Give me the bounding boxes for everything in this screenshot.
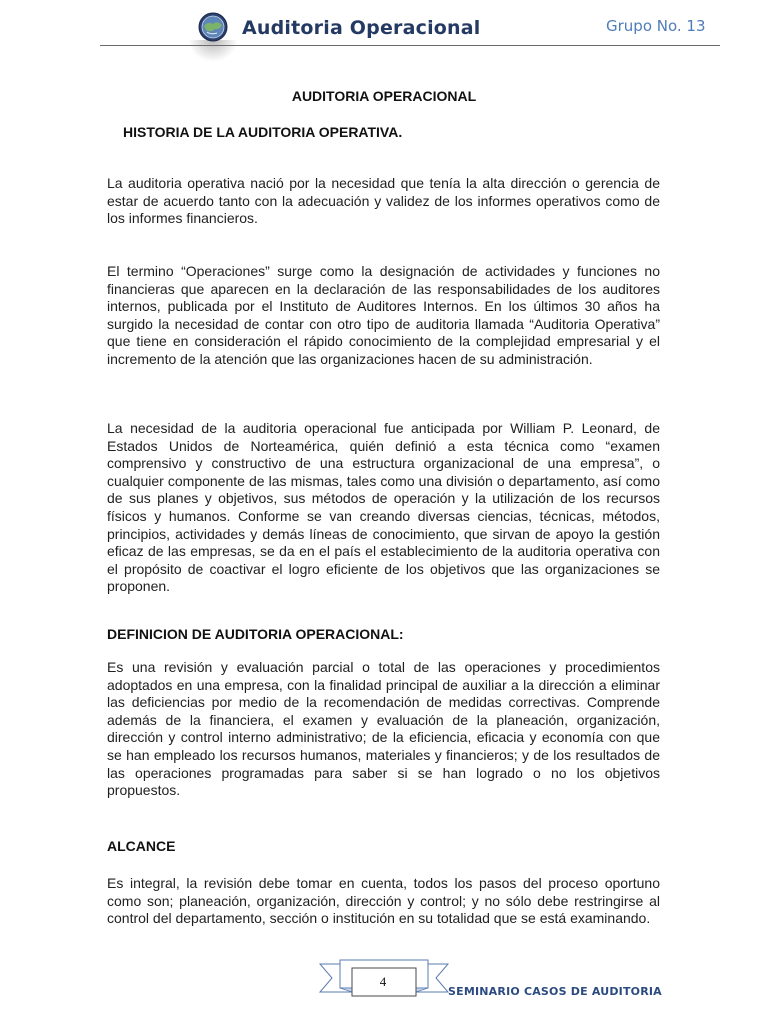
paragraph-historia-3: La necesidad de la auditoria operacional fue anticipada por William P. Leonard, de Estados Unidos de Norteamérica, quién definió a esta técnica como “examen comprensivo y constructivo de una estructura organizacional de una empresa”, o cualquier componente de las mismas, tales como una división o departamento, así como de sus planes y objetivos, sus métodos de operación y la utilización de los recursos físicos y humanos. Conforme se van creando diversas ciencias, técnicas, métodos, principios, actividades y demás líneas de conocimiento, que sirvan de apoyo la gestión eficaz de las empresas, se da en el país el establecimiento de la auditoria operativa con el propósito de coactivar el logro eficiente de los objetivos que las organizaciones se proponen. (107, 420, 660, 595)
section-heading-alcance: ALCANCE (107, 838, 176, 854)
paragraph-historia-2: El termino “Operaciones” surge como la designación de actividades y funciones no financieras que aparecen en la declaración de las responsabilidades de los auditores internos, publicada por el Instituto de Auditores Internos. En los últimos 30 años ha surgido la necesidad de contar con otro tipo de auditoria llamada “Auditoria Operativa” que tiene en consideración el rápido conocimiento de la complejidad empresarial y el incremento de la atención que las organizaciones hacen de su administración. (107, 263, 660, 367)
paragraph-historia-1: La auditoria operativa nació por la necesidad que tenía la alta dirección o gerencia de estar de acuerdo tanto con la adecuación y validez de los informes operativos como de los informes financieros. (107, 175, 660, 227)
header-title: Auditoria Operacional (242, 17, 481, 39)
page-number: 4 (379, 974, 387, 989)
header-divider (100, 45, 720, 46)
section-heading-historia: HISTORIA DE LA AUDITORIA OPERATIVA. (123, 124, 403, 140)
globe-seal-icon (198, 12, 228, 42)
group-label: Grupo No. 13 (606, 17, 706, 35)
footer-text: SEMINARIO CASOS DE AUDITORIA (448, 985, 662, 998)
paragraph-alcance: Es integral, la revisión debe tomar en cuenta, todos los pasos del proceso oportuno como son; planeación, organización, dirección y control; y no sólo debe restringirse al control del departamento, sección o institución en su totalidad que se está examinando. (107, 875, 660, 927)
logo-shadow (188, 40, 238, 62)
paragraph-definicion: Es una revisión y evaluación parcial o total de las operaciones y procedimientos adoptados en una empresa, con la finalidad principal de auxiliar a la dirección a eliminar las deficiencias por medio de la recomendación de medidas correctivas. Comprende además de la financiera, el examen y evaluación de la planeación, organización, dirección y control interno administrativo; de la eficiencia, eficacia y economía con que se han empleado los recursos humanos, materiales y financieros; y de los resultados de las operaciones programadas para saber si se han logrado o no los objetivos propuestos. (107, 659, 660, 799)
section-heading-definicion: DEFINICION DE AUDITORIA OPERACIONAL: (107, 626, 404, 642)
document-title: AUDITORIA OPERACIONAL (291, 88, 477, 104)
